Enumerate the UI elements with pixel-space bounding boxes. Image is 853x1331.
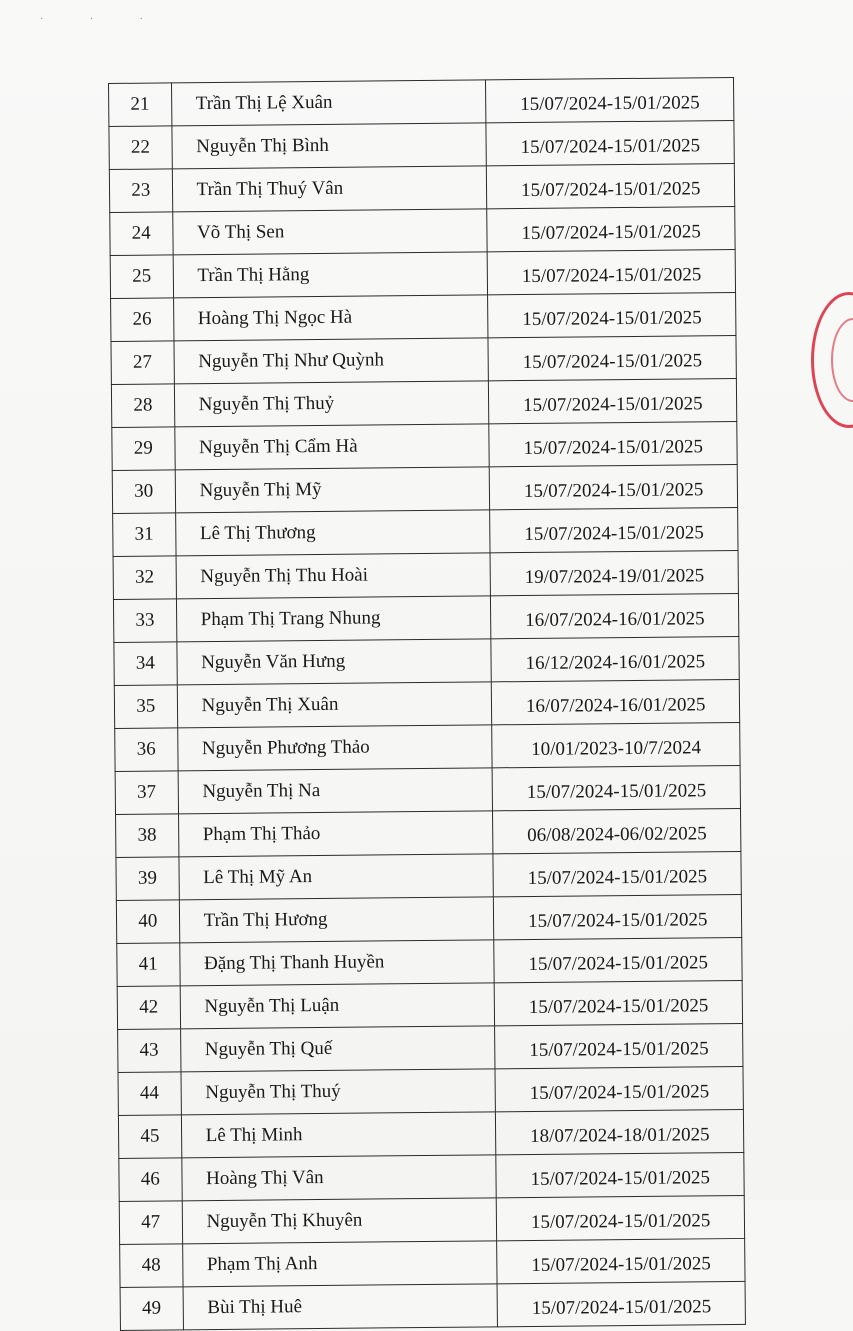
period-cell: 15/07/2024-15/01/2025 — [495, 1066, 743, 1111]
period-cell: 15/07/2024-15/01/2025 — [490, 507, 738, 552]
row-number-cell: 22 — [109, 126, 172, 170]
period-cell: 16/07/2024-16/01/2025 — [492, 679, 740, 724]
period-cell: 15/07/2024-15/01/2025 — [493, 765, 741, 810]
table-row — [109, 163, 734, 212]
period-cell: 15/07/2024-15/01/2025 — [494, 937, 742, 982]
period-cell: 19/07/2024-19/01/2025 — [490, 550, 738, 595]
row-number-cell: 32 — [113, 556, 176, 600]
employee-name-cell: Nguyễn Thị Na — [178, 768, 493, 814]
period-cell: 16/07/2024-16/01/2025 — [491, 593, 739, 638]
row-number-cell: 24 — [110, 212, 173, 256]
roster-table-body — [109, 77, 746, 1330]
row-number-cell: 42 — [117, 986, 180, 1030]
employee-name-cell: Hoàng Thị Vân — [181, 1155, 496, 1201]
row-number-cell: 45 — [118, 1115, 181, 1159]
period-cell: 15/07/2024-15/01/2025 — [490, 464, 738, 509]
employee-name-cell: Trần Thị Lệ Xuân — [171, 80, 486, 126]
row-number-cell: 43 — [118, 1029, 181, 1073]
period-cell: 15/07/2024-15/01/2025 — [488, 249, 736, 294]
table-row — [113, 550, 738, 599]
employee-name-cell: Nguyễn Thị Xuân — [177, 682, 492, 728]
row-number-cell: 46 — [119, 1158, 182, 1202]
table-row — [113, 593, 738, 642]
row-number-cell: 35 — [114, 685, 177, 729]
employee-name-cell: Nguyễn Thị Bình — [172, 123, 487, 169]
employee-name-cell: Hoàng Thị Ngọc Hà — [173, 295, 488, 341]
employee-name-cell: Nguyễn Phương Thảo — [177, 725, 492, 771]
table-row — [111, 292, 736, 341]
employee-name-cell: Nguyễn Thị Luận — [180, 983, 495, 1029]
employee-name-cell: Nguyễn Thị Thuỷ — [174, 381, 489, 427]
row-number-cell: 25 — [110, 255, 173, 299]
table-row — [119, 1195, 744, 1244]
period-cell: 15/07/2024-15/01/2025 — [495, 1023, 743, 1068]
period-cell: 15/07/2024-15/01/2025 — [496, 1152, 744, 1197]
period-cell: 16/12/2024-16/01/2025 — [491, 636, 739, 681]
period-cell: 15/07/2024-15/01/2025 — [497, 1195, 745, 1240]
table-row — [119, 1152, 744, 1201]
employee-name-cell: Nguyễn Thị Như Quỳnh — [174, 338, 489, 384]
table-row — [111, 335, 736, 384]
employee-name-cell: Nguyễn Thị Thu Hoài — [176, 553, 491, 599]
table-row — [109, 77, 734, 126]
row-number-cell: 38 — [116, 814, 179, 858]
period-cell: 15/07/2024-15/01/2025 — [497, 1238, 745, 1283]
table-row — [116, 851, 741, 900]
period-cell: 15/07/2024-15/01/2025 — [489, 378, 737, 423]
table-row — [113, 507, 738, 556]
period-cell: 15/07/2024-15/01/2025 — [487, 163, 735, 208]
period-cell: 10/01/2023-10/7/2024 — [492, 722, 740, 767]
table-row — [116, 808, 741, 857]
row-number-cell: 33 — [113, 599, 176, 643]
row-number-cell: 21 — [109, 83, 172, 127]
row-number-cell: 31 — [113, 513, 176, 557]
row-number-cell: 44 — [118, 1072, 181, 1116]
employee-name-cell: Phạm Thị Anh — [182, 1241, 497, 1287]
employee-name-cell: Lê Thị Thương — [175, 510, 490, 556]
row-number-cell: 47 — [119, 1201, 182, 1245]
table-row — [120, 1238, 745, 1287]
table-row — [112, 464, 737, 513]
row-number-cell: 40 — [116, 900, 179, 944]
employee-name-cell: Lê Thị Minh — [181, 1112, 496, 1158]
table-row — [114, 679, 739, 728]
table-row — [117, 937, 742, 986]
table-row — [118, 1023, 743, 1072]
table-row — [115, 722, 740, 771]
table-row — [111, 378, 736, 427]
table-row — [116, 894, 741, 943]
table-row — [117, 980, 742, 1029]
period-cell: 15/07/2024-15/01/2025 — [488, 335, 736, 380]
row-number-cell: 29 — [112, 427, 175, 471]
row-number-cell: 28 — [111, 384, 174, 428]
employee-name-cell: Trần Thị Thuý Vân — [172, 166, 487, 212]
employee-name-cell: Phạm Thị Thảo — [178, 811, 493, 857]
row-number-cell: 37 — [115, 771, 178, 815]
employee-name-cell: Nguyễn Thị Mỹ — [175, 467, 490, 513]
employee-name-cell: Trần Thị Hương — [179, 897, 494, 943]
row-number-cell: 23 — [109, 169, 172, 213]
row-number-cell: 39 — [116, 857, 179, 901]
period-cell: 15/07/2024-15/01/2025 — [497, 1281, 745, 1326]
table-row — [120, 1281, 745, 1330]
row-number-cell: 41 — [117, 943, 180, 987]
period-cell: 15/07/2024-15/01/2025 — [486, 120, 734, 165]
period-cell: 15/07/2024-15/01/2025 — [486, 77, 734, 122]
employee-name-cell: Nguyễn Thị Khuyên — [182, 1198, 497, 1244]
employee-name-cell: Phạm Thị Trang Nhung — [176, 596, 491, 642]
employee-name-cell: Lê Thị Mỹ An — [179, 854, 494, 900]
table-row — [118, 1109, 743, 1158]
period-cell: 15/07/2024-15/01/2025 — [489, 421, 737, 466]
period-cell: 15/07/2024-15/01/2025 — [495, 980, 743, 1025]
table-row — [115, 765, 740, 814]
period-cell: 15/07/2024-15/01/2025 — [493, 851, 741, 896]
table-row — [110, 206, 735, 255]
table-row — [112, 421, 737, 470]
table-row — [114, 636, 739, 685]
table-row — [118, 1066, 743, 1115]
period-cell: 18/07/2024-18/01/2025 — [496, 1109, 744, 1154]
table-row — [109, 120, 734, 169]
employee-name-cell: Nguyễn Thị Quế — [180, 1026, 495, 1072]
employee-name-cell: Nguyễn Thị Thuý — [181, 1069, 496, 1115]
table-row — [110, 249, 735, 298]
employee-name-cell: Trần Thị Hằng — [173, 252, 488, 298]
employee-name-cell: Võ Thị Sen — [172, 209, 487, 255]
scan-specks: · · · — [40, 14, 165, 25]
period-cell: 15/07/2024-15/01/2025 — [488, 292, 736, 337]
row-number-cell: 30 — [112, 470, 175, 514]
row-number-cell: 26 — [111, 298, 174, 342]
period-cell: 06/08/2024-06/02/2025 — [493, 808, 741, 853]
roster-table — [108, 77, 746, 1331]
row-number-cell: 27 — [111, 341, 174, 385]
row-number-cell: 36 — [115, 728, 178, 772]
employee-name-cell: Nguyễn Thị Cẩm Hà — [174, 424, 489, 470]
row-number-cell: 49 — [120, 1287, 183, 1331]
employee-name-cell: Nguyễn Văn Hưng — [176, 639, 491, 685]
period-cell: 15/07/2024-15/01/2025 — [487, 206, 735, 251]
period-cell: 15/07/2024-15/01/2025 — [494, 894, 742, 939]
employee-name-cell: Đặng Thị Thanh Huyền — [179, 940, 494, 986]
row-number-cell: 34 — [114, 642, 177, 686]
row-number-cell: 48 — [120, 1244, 183, 1288]
employee-name-cell: Bùi Thị Huê — [183, 1284, 498, 1330]
